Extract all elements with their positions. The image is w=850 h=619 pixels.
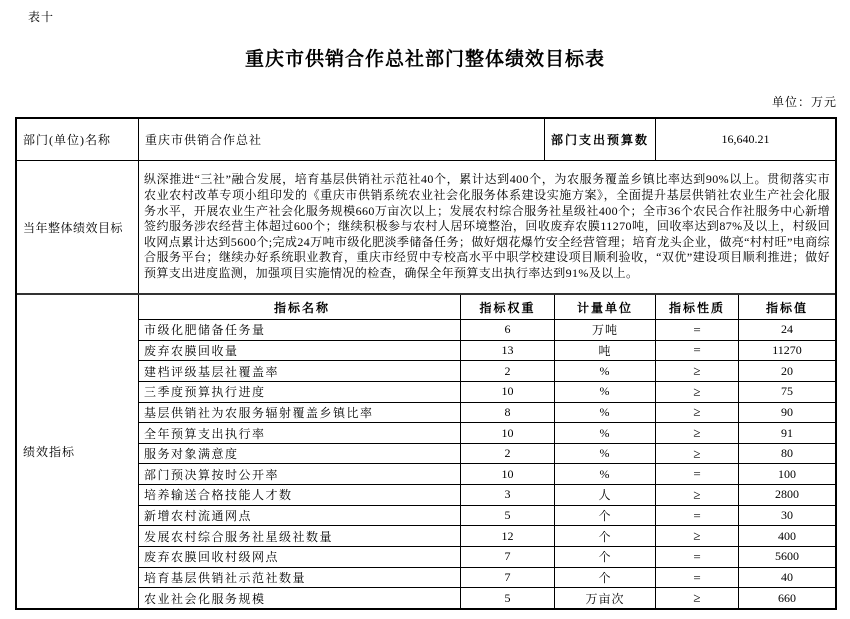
indicator-weight: 10 (461, 382, 555, 402)
indicator-nature: = (656, 320, 739, 340)
indicator-row (139, 588, 835, 608)
indicator-row (139, 568, 835, 589)
header-indicator-name: 指标名称 (139, 295, 461, 319)
indicator-nature: = (656, 341, 739, 361)
indicator-value: 2800 (775, 487, 799, 502)
indicator-weight: 10 (461, 464, 555, 484)
indicator-value: 91 (781, 425, 793, 440)
indicator-name: 服务对象满意度 (139, 444, 461, 464)
indicator-unit: 个 (555, 568, 656, 588)
indicator-row (139, 464, 835, 485)
info-row (17, 119, 835, 161)
dept-name-value: 重庆市供销合作总社 (139, 119, 545, 160)
indicator-name: 培养输送合格技能人才数 (139, 485, 461, 505)
indicator-weight: 5 (461, 506, 555, 526)
performance-target-table (15, 117, 837, 610)
indicator-weight: 3 (461, 485, 555, 505)
indicator-unit: 万亩次 (555, 588, 656, 608)
indicator-name: 建档评级基层社覆盖率 (139, 361, 461, 381)
indicator-name: 市级化肥储备任务量 (139, 320, 461, 340)
indicator-name: 全年预算支出执行率 (139, 423, 461, 443)
indicator-row (139, 382, 835, 403)
indicator-name: 部门预决算按时公开率 (139, 464, 461, 484)
indicator-unit: 个 (555, 547, 656, 567)
indicator-value: 20 (781, 363, 793, 378)
indicator-value: 400 (778, 528, 796, 543)
indicator-row (139, 403, 835, 424)
indicator-weight: 5 (461, 588, 555, 608)
indicator-value: 90 (781, 404, 793, 419)
indicator-name: 培育基层供销社示范社数量 (139, 568, 461, 588)
indicator-row (139, 526, 835, 547)
indicator-unit: % (555, 464, 656, 484)
indicator-weight: 2 (461, 361, 555, 381)
header-indicator-nature: 指标性质 (656, 295, 739, 319)
indicator-weight: 6 (461, 320, 555, 340)
indicator-name: 废弃农膜回收村级网点 (139, 547, 461, 567)
indicator-name: 三季度预算执行进度 (139, 382, 461, 402)
indicator-nature: ≥ (656, 485, 739, 505)
indicator-name: 基层供销社为农服务辐射覆盖乡镇比率 (139, 403, 461, 423)
indicator-weight: 10 (461, 423, 555, 443)
header-indicator-value: 指标值 (765, 300, 808, 315)
unit-note: 单位：万元 (771, 95, 837, 109)
indicator-name: 发展农村综合服务社星级社数量 (139, 526, 461, 546)
indicator-unit: 个 (555, 526, 656, 546)
indicator-unit: % (555, 444, 656, 464)
table-number-tag: 表十 (28, 10, 55, 24)
indicators-header-row (139, 295, 835, 320)
indicator-unit: 吨 (555, 341, 656, 361)
indicator-value: 5600 (775, 549, 799, 564)
indicators-rows (139, 320, 835, 608)
indicator-nature: ≥ (656, 382, 739, 402)
indicators-label: 绩效指标 (17, 295, 139, 608)
indicator-value: 11270 (772, 342, 802, 357)
budget-value: 16,640.21 (721, 132, 770, 146)
dept-name-label: 部门(单位)名称 (17, 119, 139, 160)
indicator-row (139, 423, 835, 444)
indicator-nature: = (656, 464, 739, 484)
indicator-unit: % (555, 423, 656, 443)
indicator-name: 农业社会化服务规模 (139, 588, 461, 608)
indicators-table (139, 295, 835, 608)
indicator-weight: 7 (461, 547, 555, 567)
indicator-row (139, 320, 835, 341)
indicator-weight: 8 (461, 403, 555, 423)
indicator-unit: % (555, 361, 656, 381)
indicator-value: 24 (781, 322, 793, 337)
indicator-name: 废弃农膜回收量 (139, 341, 461, 361)
indicator-nature: ≥ (656, 423, 739, 443)
annual-goal-text: 纵深推进“三社”融合发展，培育基层供销社示范社40个，累计达到400个，为农服务覆盖乡镇比率达到90%以上。贯彻落实市农业农村改革专项小组印发的《重庆市供销系统农业社会化服务体系建设实施方案》，全面提升基层供销社农业生产社会化服务水平，开展农业生产社会化服务规模660万亩次以上；发展农村综合服务社星级社400个；全市36个农民合作社服务中心新增签约服务涉农经营主体超过600个；继续积极参与农村人居环境整治，回收废弃农膜11270吨，回收率达到87%及以上，村级回收网点累计达到5600个;完成24万吨市级化肥淡季储备任务；做好烟花爆竹安全经营管理；培育龙头企业，做亮“村村旺”电商综合服务平台；继续办好系统职业教育，重庆市经贸中专校高水平中职学校建设项目顺利验收，“双优”建设项目顺利推进；做好预算支出进度监测，加强项目实施情况的检查，确保全年预算支出执行率达到91%及以上。 (144, 172, 830, 280)
indicator-nature: ≥ (656, 444, 739, 464)
indicator-value: 75 (781, 384, 793, 399)
indicator-value: 40 (781, 570, 793, 584)
indicator-row (139, 341, 835, 362)
page-title: 重庆市供销合作总社部门整体绩效目标表 (244, 49, 605, 70)
header-indicator-weight: 指标权重 (461, 295, 555, 319)
indicator-nature: ≥ (656, 361, 739, 381)
indicator-row (139, 506, 835, 527)
indicator-nature: = (656, 506, 739, 526)
indicator-name: 新增农村流通网点 (139, 506, 461, 526)
indicator-nature: = (656, 547, 739, 567)
indicator-nature: ≥ (656, 403, 739, 423)
indicator-value: 30 (781, 508, 793, 523)
indicator-nature: = (656, 568, 739, 588)
indicator-row (139, 485, 835, 506)
indicator-unit: 人 (555, 485, 656, 505)
indicator-row (139, 444, 835, 465)
indicator-value: 100 (778, 466, 796, 481)
indicator-nature: ≥ (656, 526, 739, 546)
indicator-weight: 2 (461, 444, 555, 464)
indicator-unit: % (555, 403, 656, 423)
indicator-row (139, 361, 835, 382)
indicator-value: 660 (778, 590, 796, 605)
indicators-row (17, 295, 835, 608)
indicator-value: 80 (781, 446, 793, 461)
indicator-weight: 12 (461, 526, 555, 546)
indicator-weight: 7 (461, 568, 555, 588)
indicator-nature: ≥ (656, 588, 739, 608)
indicator-unit: 个 (555, 506, 656, 526)
indicator-unit: 万吨 (555, 320, 656, 340)
indicator-unit: % (555, 382, 656, 402)
annual-goal-row (17, 161, 835, 295)
budget-label: 部门支出预算数 (545, 119, 656, 160)
indicator-weight: 13 (461, 341, 555, 361)
annual-goal-label: 当年整体绩效目标 (17, 161, 139, 293)
header-measure-unit: 计量单位 (555, 295, 656, 319)
indicator-row (139, 547, 835, 568)
annual-goal-cell (139, 161, 835, 293)
